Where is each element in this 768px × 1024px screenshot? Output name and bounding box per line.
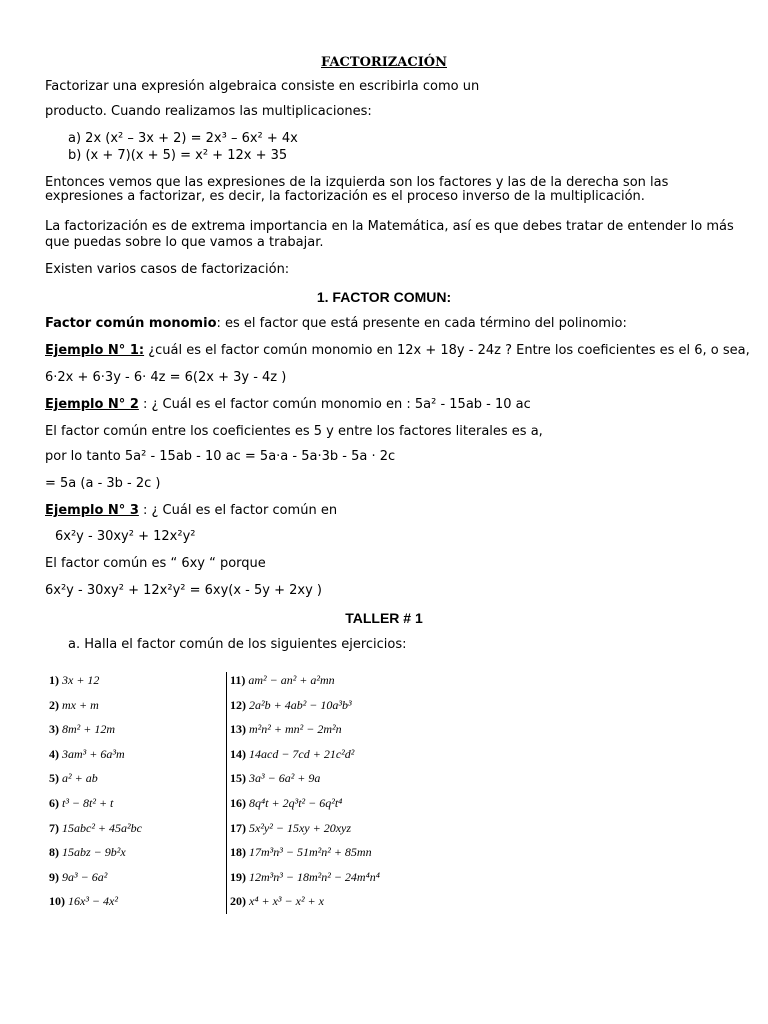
exercise-number: 1) [49,673,59,687]
exercise-expression: 15abz − 9b²x [59,845,126,860]
exercise-number: 13) [230,722,246,737]
exercise-expression: t³ − 8t² + t [59,796,114,810]
intro-line-2: producto. Cuando realizamos las multiplicaciones: [45,104,372,119]
exercise-expression: 3a³ − 6a² + 9a [246,771,321,786]
exercise-expression: 2a²b + 4ab² − 10a³b³ [246,697,352,712]
exercise-number: 12) [230,697,246,712]
example-2-line-3: por lo tanto 5a² - 15ab - 10 ac = 5a·a - 5a·3b - 5a · 2c [45,449,396,464]
exercise-expression: 8q⁴t + 2q³t² − 6q²t⁴ [246,796,343,810]
exercise-item [49,698,99,712]
exercise-item [230,845,372,859]
paragraph-factors-line-2: expresiones a factorizar, es decir, la factorización es el proceso inverso de la multiplicación. [45,189,645,204]
paragraph-cases: Existen varios casos de factorización: [45,262,290,277]
taller-title: TALLER # 1 [345,610,423,626]
exercise-number: 15) [230,771,246,786]
example-2-label: Ejemplo N° 2 [45,397,139,412]
exercise-item [49,796,113,810]
exercise-number: 20) [230,894,246,909]
exercise-number: 16) [230,796,246,810]
exercise-expression: 17m³n³ − 51m²n² + 85mn [246,845,372,860]
paragraph-factors-line-1: Entonces vemos que las expresiones de la izquierda son los factores y las de la derecha son las [45,175,669,190]
exercise-expression: 16x³ − 4x² [65,894,118,909]
example-3-text: : ¿ Cuál es el factor común en [138,503,338,518]
exercise-number: 10) [49,894,65,909]
example-2 [45,397,531,413]
exercise-item [49,722,115,736]
page-title: FACTORIZACIÓN [321,55,447,70]
taller-instruction: a. Halla el factor común de los siguientes ejercicios: [68,637,407,652]
exercise-expression: 8m² + 12m [59,722,116,737]
exercise-item [230,722,342,736]
exercise-item [49,870,107,884]
exercise-item [230,698,352,712]
example-2-line-4: = 5a (a - 3b - 2c ) [45,476,161,491]
definition-factor-comun [45,316,627,332]
exercise-number: 5) [49,771,59,786]
exercise-number: 11) [230,673,246,687]
exercise-number: 4) [49,746,59,761]
example-3 [45,503,337,519]
intro-line-1: Factorizar una expresión algebraica consiste en escribirla como un [45,79,480,94]
exercise-number: 8) [49,845,59,860]
exercise-number: 17) [230,820,246,835]
paragraph-importance-line-1: La factorización es de extrema importancia en la Matemática, así es que debes tratar de entender lo más [45,219,734,234]
exercise-number: 19) [230,869,246,884]
exercise-expression: 15abc² + 45a²bc [59,820,142,835]
example-2-text: : ¿ Cuál es el factor común monomio en : 5a² - 15ab - 10 ac [138,397,531,412]
exercise-item [230,673,335,687]
section-heading-factor-comun: 1. FACTOR COMUN: [316,289,452,305]
exercise-number: 14) [230,746,246,761]
exercise-number: 7) [49,820,59,835]
multiplication-example-b: b) (x + 7)(x + 5) = x² + 12x + 35 [68,148,288,163]
exercise-item [230,894,324,908]
exercise-item [230,771,320,785]
exercise-item [49,747,125,761]
exercise-number: 3) [49,722,59,737]
exercise-item [230,747,354,761]
example-1-text: ¿cuál es el factor común monomio en 12x + 18y - 24z ? Entre los coeficientes es el 6, o sea, [144,343,750,358]
exercise-item [49,821,142,835]
exercise-item [49,771,98,785]
exercise-item [49,673,99,687]
exercise-expression: mx + m [59,697,99,712]
definition-text: : es el factor que está presente en cada término del polinomio: [216,316,627,331]
example-1-result: 6·2x + 6·3y - 6· 4z = 6(2x + 3y - 4z ) [45,370,287,385]
example-1-label: Ejemplo N° 1: [45,343,145,358]
exercise-expression: x⁴ + x³ − x² + x [246,894,324,909]
exercise-expression: m²n² + mn² − 2m²n [246,722,342,737]
exercise-expression: am² − an² + a²mn [245,673,335,687]
exercise-expression: 3x + 12 [59,673,100,687]
example-3-line-4: 6x²y - 30xy² + 12x²y² = 6xy(x - 5y + 2xy ) [45,583,322,598]
exercise-expression: 3am³ + 6a³m [59,746,125,761]
exercise-number: 2) [49,697,59,712]
exercise-item [230,796,342,810]
example-3-expression: 6x²y - 30xy² + 12x²y² [55,529,196,544]
exercise-number: 9) [49,869,59,884]
exercise-column-divider [226,672,227,914]
exercise-item [49,894,118,908]
exercise-number: 18) [230,845,246,860]
multiplication-example-a: a) 2x (x² – 3x + 2) = 2x³ – 6x² + 4x [68,131,298,146]
exercise-expression: 12m³n³ − 18m²n² − 24m⁴n⁴ [246,869,380,884]
paragraph-importance-line-2: que puedas sobre lo que vamos a trabajar. [45,235,324,250]
example-3-label: Ejemplo N° 3 [45,503,139,518]
exercise-item [230,821,351,835]
exercise-expression: a² + ab [59,771,98,786]
exercise-expression: 9a³ − 6a² [59,869,108,884]
exercise-expression: 5x²y² − 15xy + 20xyz [246,820,352,835]
example-1 [45,343,750,359]
example-2-line-2: El factor común entre los coeficientes es 5 y entre los factores literales es a, [45,424,543,439]
exercise-expression: 14acd − 7cd + 21c²d² [246,746,355,761]
exercise-number: 6) [49,796,59,810]
exercise-item [230,870,380,884]
example-3-line-3: El factor común es “ 6xy “ porque [45,556,266,571]
exercise-item [49,845,126,859]
definition-term: Factor común monomio [45,316,217,331]
